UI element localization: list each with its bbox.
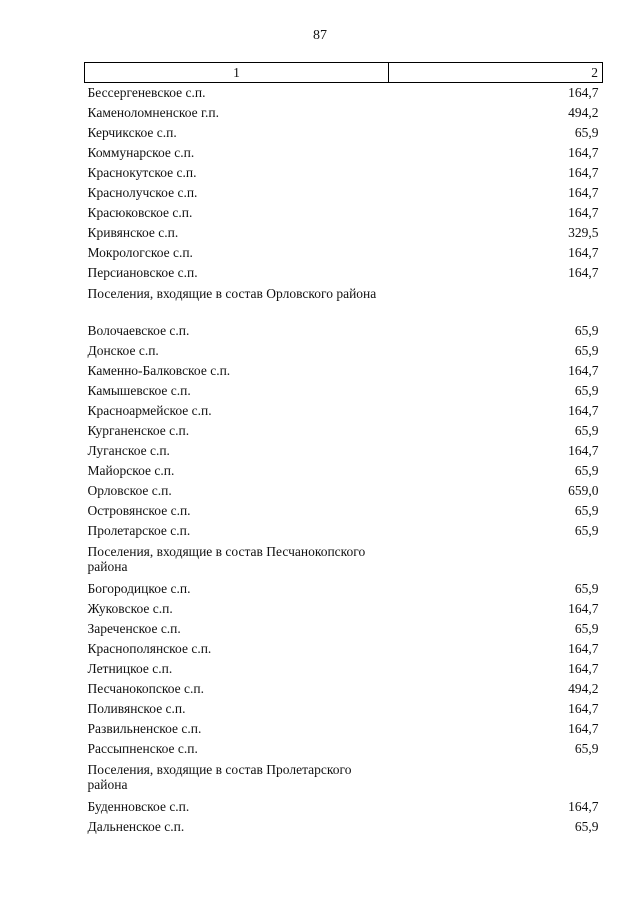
amount-value: 65,9 [574,523,599,538]
page-number: 87 [313,28,327,43]
table-row [85,659,603,679]
amount-value: 329,5 [568,225,599,240]
settlement-name: Кривянское с.п. [87,225,179,240]
group-title: Поселения, входящие в состав Орловского района [87,286,377,301]
table-row [85,401,603,421]
settlement-name: Красюковское с.п. [87,205,193,220]
settlement-name: Каменоломненское г.п. [87,105,219,120]
amount-value: 65,9 [574,125,599,140]
table-row [85,203,603,223]
amount-value: 164,7 [568,85,599,100]
table-row [85,719,603,739]
group-header-row [85,759,603,797]
table-row [85,243,603,263]
settlement-name: Буденновское с.п. [87,799,190,814]
amount-value: 164,7 [568,205,599,220]
amount-value: 164,7 [568,363,599,378]
table-row [85,223,603,243]
table-row [85,381,603,401]
settlement-name: Зареченское с.п. [87,621,181,636]
group-header-row [85,283,603,321]
amount-value: 65,9 [574,423,599,438]
table-header-row [85,63,603,83]
settlement-name: Персиановское с.п. [87,265,198,280]
amount-value: 164,7 [568,701,599,716]
amount-value: 65,9 [574,503,599,518]
settlement-name: Каменно-Балковское с.п. [87,363,231,378]
amount-value: 65,9 [574,343,599,358]
allocation-table [84,62,603,837]
table-row [85,321,603,341]
settlement-name: Майорское с.п. [87,463,175,478]
settlement-name: Жуковское с.п. [87,601,173,616]
table-row [85,579,603,599]
amount-value: 164,7 [568,403,599,418]
table-row [85,143,603,163]
table-row [85,361,603,381]
settlement-name: Краснолучское с.п. [87,185,198,200]
amount-value: 65,9 [574,819,599,834]
settlement-name: Летницкое с.п. [87,661,173,676]
amount-value: 164,7 [568,641,599,656]
settlement-name: Бессергеневское с.п. [87,85,206,100]
amount-value [389,541,603,579]
amount-value: 164,7 [568,265,599,280]
settlement-name: Островянское с.п. [87,503,191,518]
amount-value: 164,7 [568,145,599,160]
amount-value: 164,7 [568,661,599,676]
table-row [85,521,603,541]
table-row [85,263,603,283]
amount-value: 65,9 [574,741,599,756]
table-body [85,83,603,838]
table-row [85,103,603,123]
settlement-name: Волочаевское с.п. [87,323,190,338]
amount-value: 65,9 [574,323,599,338]
table-row [85,481,603,501]
table-row [85,639,603,659]
column-header-2: 2 [389,63,603,83]
table-row [85,123,603,143]
amount-value: 65,9 [574,621,599,636]
group-header-row [85,541,603,579]
settlement-name: Песчанокопское с.п. [87,681,205,696]
settlement-name: Коммунарское с.п. [87,145,195,160]
settlement-name: Богородицкое с.п. [87,581,191,596]
settlement-name: Мокрологское с.п. [87,245,193,260]
group-title: Поселения, входящие в состав Пролетарского района [87,762,352,792]
table-row [85,441,603,461]
settlement-name: Луганское с.п. [87,443,170,458]
settlement-name: Камышевское с.п. [87,383,191,398]
table-row [85,797,603,817]
amount-value: 164,7 [568,185,599,200]
settlement-name: Поливянское с.п. [87,701,186,716]
column-header-1: 1 [85,63,389,83]
settlement-name: Дальненское с.п. [87,819,185,834]
table-row [85,739,603,759]
table-row [85,163,603,183]
settlement-name: Курганенское с.п. [87,423,190,438]
settlement-name: Орловское с.п. [87,483,172,498]
amount-value: 164,7 [568,165,599,180]
table-row [85,599,603,619]
amount-value: 494,2 [568,105,599,120]
table-row [85,679,603,699]
amount-value: 164,7 [568,721,599,736]
amount-value: 164,7 [568,799,599,814]
settlement-name: Развильненское с.п. [87,721,202,736]
settlement-name: Донское с.п. [87,343,159,358]
settlement-name: Краснополянское с.п. [87,641,212,656]
amount-value: 65,9 [574,463,599,478]
settlement-name: Рассыпненское с.п. [87,741,198,756]
table-row [85,83,603,104]
amount-value: 164,7 [568,443,599,458]
table-row [85,817,603,837]
table-row [85,501,603,521]
amount-value: 659,0 [568,483,599,498]
amount-value: 65,9 [574,581,599,596]
amount-value [389,283,603,321]
table-row [85,699,603,719]
table-row [85,619,603,639]
table-row [85,341,603,361]
amount-value: 164,7 [568,245,599,260]
settlement-name: Керчикское с.п. [87,125,177,140]
settlement-name: Красноармейское с.п. [87,403,212,418]
amount-value: 65,9 [574,383,599,398]
table-row [85,461,603,481]
settlement-name: Краснокутское с.п. [87,165,197,180]
amount-value [389,759,603,797]
amount-value: 164,7 [568,601,599,616]
table-row [85,183,603,203]
amount-value: 494,2 [568,681,599,696]
settlement-name: Пролетарское с.п. [87,523,191,538]
group-title: Поселения, входящие в состав Песчанокопского района [87,544,366,574]
table-row [85,421,603,441]
